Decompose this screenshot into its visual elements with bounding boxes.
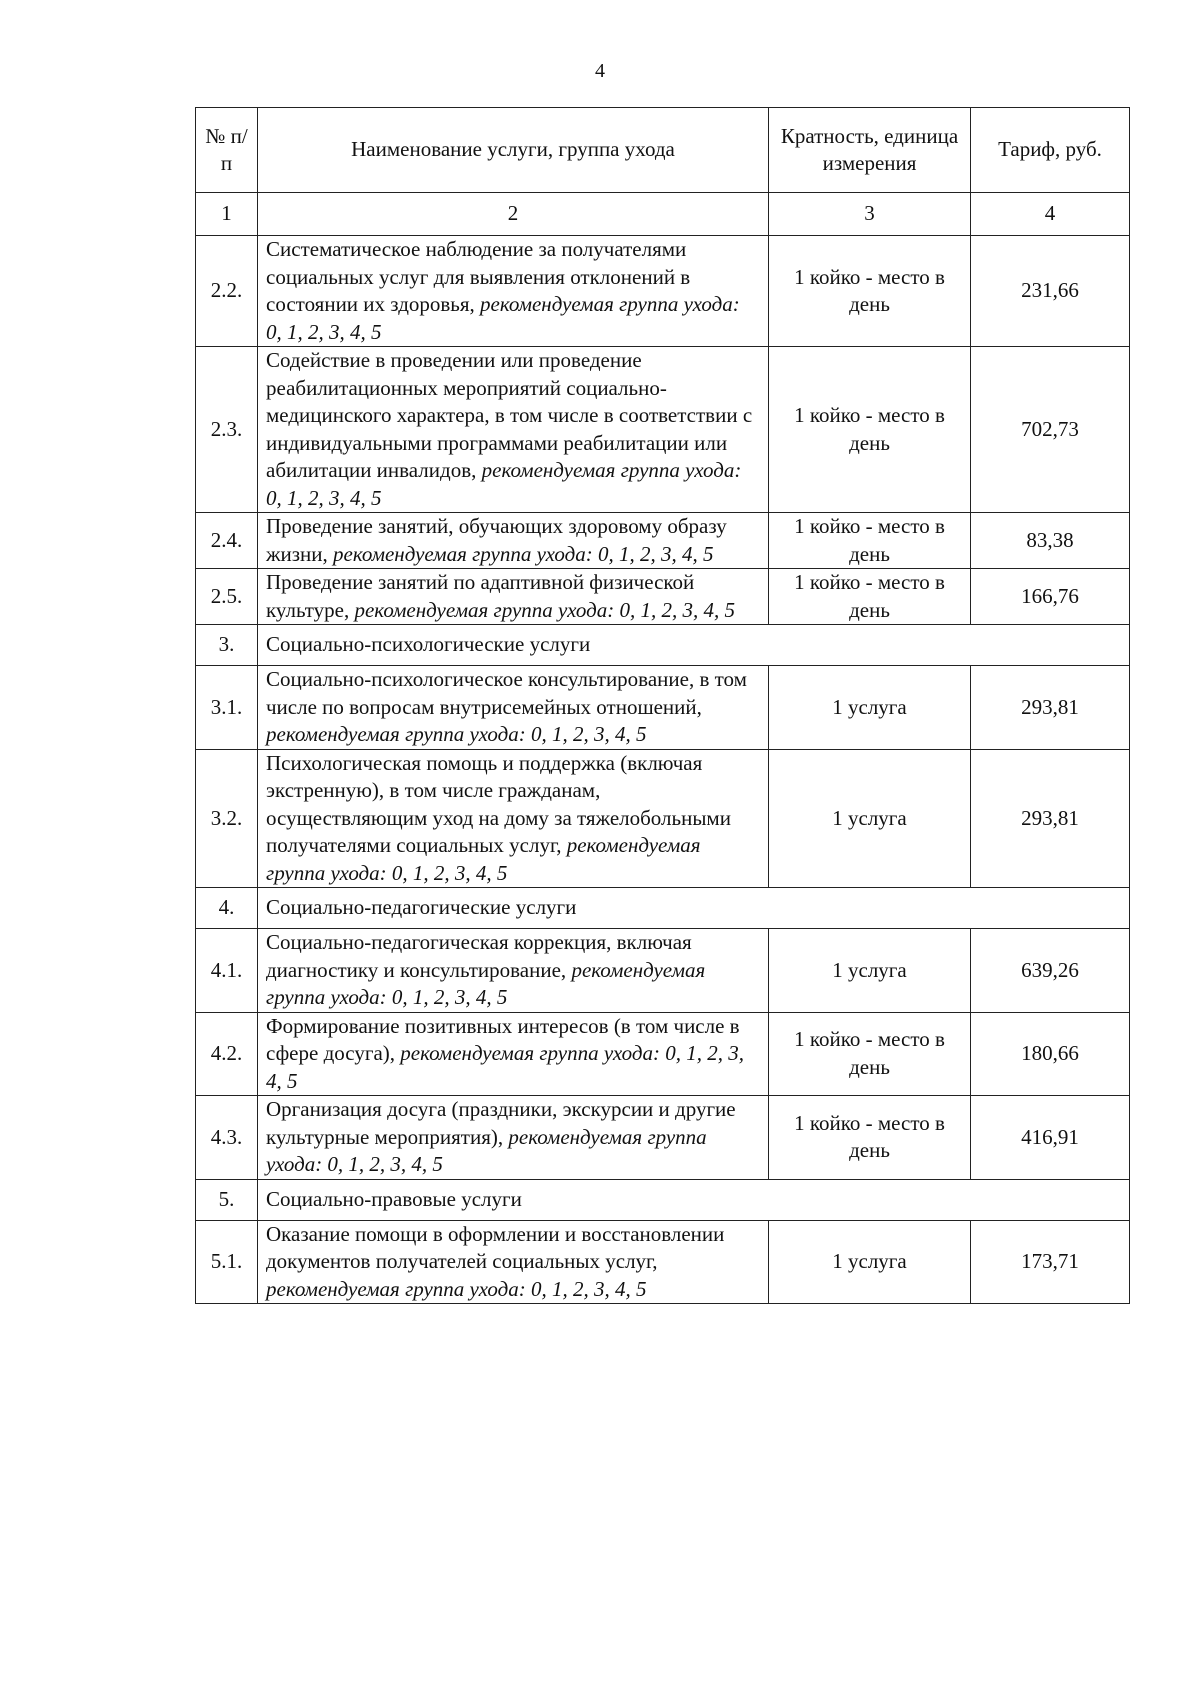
table-row <box>196 1012 1130 1096</box>
unit-cell: 1 койко - место в день <box>769 1012 971 1096</box>
service-name-cell <box>258 929 769 1013</box>
service-name: Содействие в проведении или проведение реабилитационных мероприятий социально-медицинского характера, в том числе в соответствии с индивидуальными программами реабилитации или абилитации инвалидов, <box>266 348 753 482</box>
unit-cell: 1 койко - место в день <box>769 1096 971 1180</box>
row-number: 4.1. <box>196 929 258 1013</box>
table-row <box>196 236 1130 347</box>
column-index: 1 <box>196 193 258 236</box>
care-group: рекомендуемая группа ухода: 0, 1, 2, 3, 4, 5 <box>266 292 740 344</box>
tariff-cell: 639,26 <box>971 929 1130 1013</box>
tariff-table <box>195 107 1130 1304</box>
service-name-cell <box>258 1096 769 1180</box>
section-title: Социально-психологические услуги <box>258 625 1130 666</box>
service-name-cell <box>258 236 769 347</box>
service-name-cell <box>258 749 769 888</box>
care-group: рекомендуемая группа ухода: 0, 1, 2, 3, 4, 5 <box>266 1124 707 1176</box>
service-name: Психологическая помощь и поддержка (включая экстренную), в том числе гражданам, осуществляющим уход на дому за тяжелобольными получателями социальных услуг, <box>266 750 731 857</box>
unit-cell: 1 услуга <box>769 666 971 750</box>
service-name: Проведение занятий по адаптивной физической культуре, <box>266 570 695 622</box>
row-number: 3. <box>196 625 258 666</box>
unit-cell: 1 койко - место в день <box>769 569 971 625</box>
tariff-cell: 83,38 <box>971 513 1130 569</box>
column-index: 2 <box>258 193 769 236</box>
table-row <box>196 666 1130 750</box>
care-group: рекомендуемая группа ухода: 0, 1, 2, 3, 4, 5 <box>333 541 714 566</box>
care-group: рекомендуемая группа ухода: 0, 1, 2, 3, 4, 5 <box>266 1276 647 1301</box>
table-row <box>196 929 1130 1013</box>
service-name: Организация досуга (праздники, экскурсии и другие культурные мероприятия), <box>266 1097 736 1149</box>
table-body <box>196 236 1130 1304</box>
row-number: 2.2. <box>196 236 258 347</box>
row-number: 5.1. <box>196 1220 258 1304</box>
section-title: Социально-педагогические услуги <box>258 888 1130 929</box>
service-name-cell <box>258 1220 769 1304</box>
tariff-cell: 293,81 <box>971 666 1130 750</box>
service-name: Социально-психологическое консультирование, в том числе по вопросам внутрисемейных отношений, <box>266 667 747 719</box>
column-index: 3 <box>769 193 971 236</box>
row-number: 4.2. <box>196 1012 258 1096</box>
service-name: Оказание помощи в оформлении и восстановлении документов получателей социальных услуг, <box>266 1221 725 1273</box>
section-row <box>196 888 1130 929</box>
service-name: Систематическое наблюдение за получателями социальных услуг для выявления отклонений в состоянии их здоровья, <box>266 237 691 316</box>
tariff-cell: 231,66 <box>971 236 1130 347</box>
unit-cell: 1 койко - место в день <box>769 236 971 347</box>
table-row <box>196 1096 1130 1180</box>
row-number: 2.3. <box>196 347 258 513</box>
table-header-row <box>196 108 1130 193</box>
row-number: 3.2. <box>196 749 258 888</box>
care-group: рекомендуемая группа ухода: 0, 1, 2, 3, 4, 5 <box>266 458 742 510</box>
unit-cell: 1 услуга <box>769 929 971 1013</box>
service-name-cell <box>258 513 769 569</box>
unit-cell: 1 койко - место в день <box>769 347 971 513</box>
column-index: 4 <box>971 193 1130 236</box>
row-number: 2.5. <box>196 569 258 625</box>
service-name: Формирование позитивных интересов (в том числе в сфере досуга), <box>266 1013 740 1065</box>
service-name: Проведение занятий, обучающих здоровому образу жизни, <box>266 514 727 566</box>
table-row <box>196 749 1130 888</box>
unit-cell: 1 услуга <box>769 749 971 888</box>
header-name: Наименование услуги, группа ухода <box>258 108 769 193</box>
service-name: Социально-педагогическая коррекция, включая диагностику и консультирование, <box>266 930 692 982</box>
care-group: рекомендуемая группа ухода: 0, 1, 2, 3, 4, 5 <box>354 597 735 622</box>
care-group: рекомендуемая группа ухода: 0, 1, 2, 3, 4, 5 <box>266 1041 744 1093</box>
page-number: 4 <box>595 60 605 82</box>
service-name-cell <box>258 569 769 625</box>
row-number: 3.1. <box>196 666 258 750</box>
care-group: рекомендуемая группа ухода: 0, 1, 2, 3, 4, 5 <box>266 833 701 885</box>
table-row <box>196 513 1130 569</box>
row-number: 2.4. <box>196 513 258 569</box>
section-row <box>196 1179 1130 1220</box>
table-row <box>196 1220 1130 1304</box>
care-group: рекомендуемая группа ухода: 0, 1, 2, 3, 4, 5 <box>266 722 647 746</box>
row-number: 5. <box>196 1179 258 1220</box>
tariff-cell: 293,81 <box>971 749 1130 888</box>
care-group: рекомендуемая группа ухода: 0, 1, 2, 3, 4, 5 <box>266 957 706 1009</box>
section-title: Социально-правовые услуги <box>258 1179 1130 1220</box>
table-row <box>196 569 1130 625</box>
service-name-cell <box>258 347 769 513</box>
service-name-cell <box>258 666 769 750</box>
tariff-cell: 702,73 <box>971 347 1130 513</box>
row-number: 4. <box>196 888 258 929</box>
tariff-cell: 166,76 <box>971 569 1130 625</box>
unit-cell: 1 услуга <box>769 1220 971 1304</box>
section-row <box>196 625 1130 666</box>
tariff-cell: 173,71 <box>971 1220 1130 1304</box>
unit-cell: 1 койко - место в день <box>769 513 971 569</box>
tariff-cell: 180,66 <box>971 1012 1130 1096</box>
service-name-cell <box>258 1012 769 1096</box>
tariff-cell: 416,91 <box>971 1096 1130 1180</box>
table-row <box>196 347 1130 513</box>
header-num: № п/п <box>196 108 258 193</box>
row-number: 4.3. <box>196 1096 258 1180</box>
column-index-row <box>196 193 1130 236</box>
header-unit: Кратность, единица измерения <box>769 108 971 193</box>
header-tariff: Тариф, руб. <box>971 108 1130 193</box>
